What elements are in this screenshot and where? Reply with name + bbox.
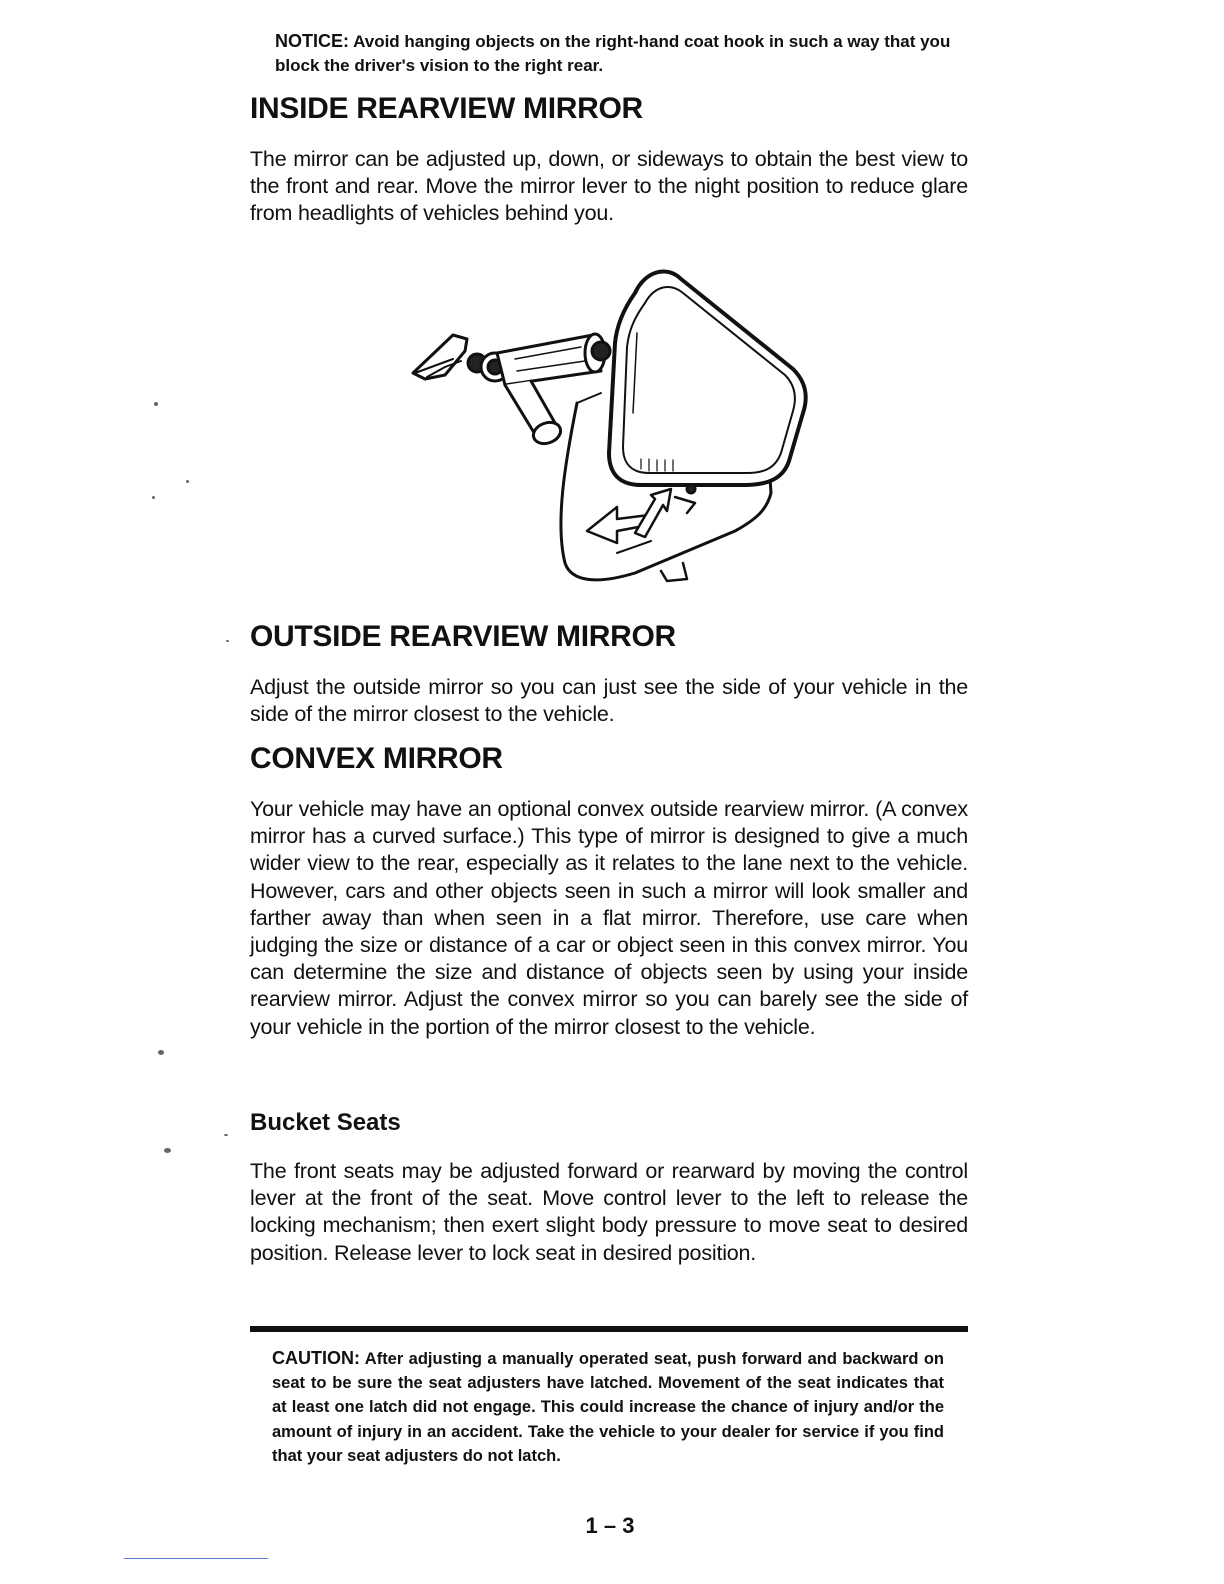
scan-speck — [164, 1148, 171, 1153]
scan-speck — [224, 1134, 228, 1136]
bucket-seats-heading: Bucket Seats — [250, 1109, 401, 1136]
convex-mirror-text: Your vehicle may have an optional convex outside rearview mirror. (A convex mirror has a curved surface.) This type of mirror is designed to give a much wider view to the rear, especially as it relates to the lane next to the vehicle. However, cars and other objects seen in such a mirror will look smaller and farther away than when seen in a flat mirror. Therefore, use care when judging the size or distance of a car or object seen in this convex mirror. You can determine the size and distance of objects seen by using your inside rearview mirror. Adjust the convex mirror so you can barely see the side of your vehicle in the portion of the mirror closest to the vehicle. — [250, 797, 968, 1039]
bucket-seats-text: The front seats may be adjusted forward or rearward by moving the control lever at the front of the seat. Move control lever to the left to release the locking mechanism; then exert slight body pressure to move seat to desired position. Release lever to lock seat in desired position. — [250, 1159, 968, 1265]
caution-label: CAUTION: — [272, 1348, 360, 1368]
outside-mirror-text: Adjust the outside mirror so you can just see the side of your vehicle in the side of the mirror closest to the vehicle. — [250, 675, 968, 727]
notice-block — [275, 29, 955, 78]
caution-divider — [250, 1326, 968, 1332]
caution-text: After adjusting a manually operated seat, push forward and backward on seat to be sure the seat adjusters have latched. Movement of the seat indicates that at least one latch did not engage. This could increase the chance of injury and/or the amount of injury in an accident. Take the vehicle to your dealer for service if you find that your seat adjusters do not latch. — [272, 1350, 944, 1465]
convex-mirror-heading: CONVEX MIRROR — [250, 742, 503, 775]
outside-mirror-heading: OUTSIDE REARVIEW MIRROR — [250, 620, 676, 653]
scan-speck — [152, 496, 155, 499]
scan-speck — [154, 402, 158, 406]
footer-line — [124, 1558, 268, 1559]
caution-block — [272, 1346, 944, 1468]
notice-text: Avoid hanging objects on the right-hand coat hook in such a way that you block the driver's vision to the right rear. — [275, 32, 951, 75]
page-number: 1 – 3 — [585, 1513, 635, 1538]
scan-speck — [186, 480, 189, 483]
scan-speck — [226, 640, 229, 642]
inside-mirror-heading: INSIDE REARVIEW MIRROR — [250, 92, 643, 125]
notice-label: NOTICE: — [275, 31, 349, 51]
scan-speck — [158, 1050, 164, 1055]
inside-mirror-text: The mirror can be adjusted up, down, or sideways to obtain the best view to the front and rear. Move the mirror lever to the night position to reduce glare from headlights of vehicles behind you. — [250, 147, 968, 226]
mirror-illustration — [405, 263, 815, 593]
